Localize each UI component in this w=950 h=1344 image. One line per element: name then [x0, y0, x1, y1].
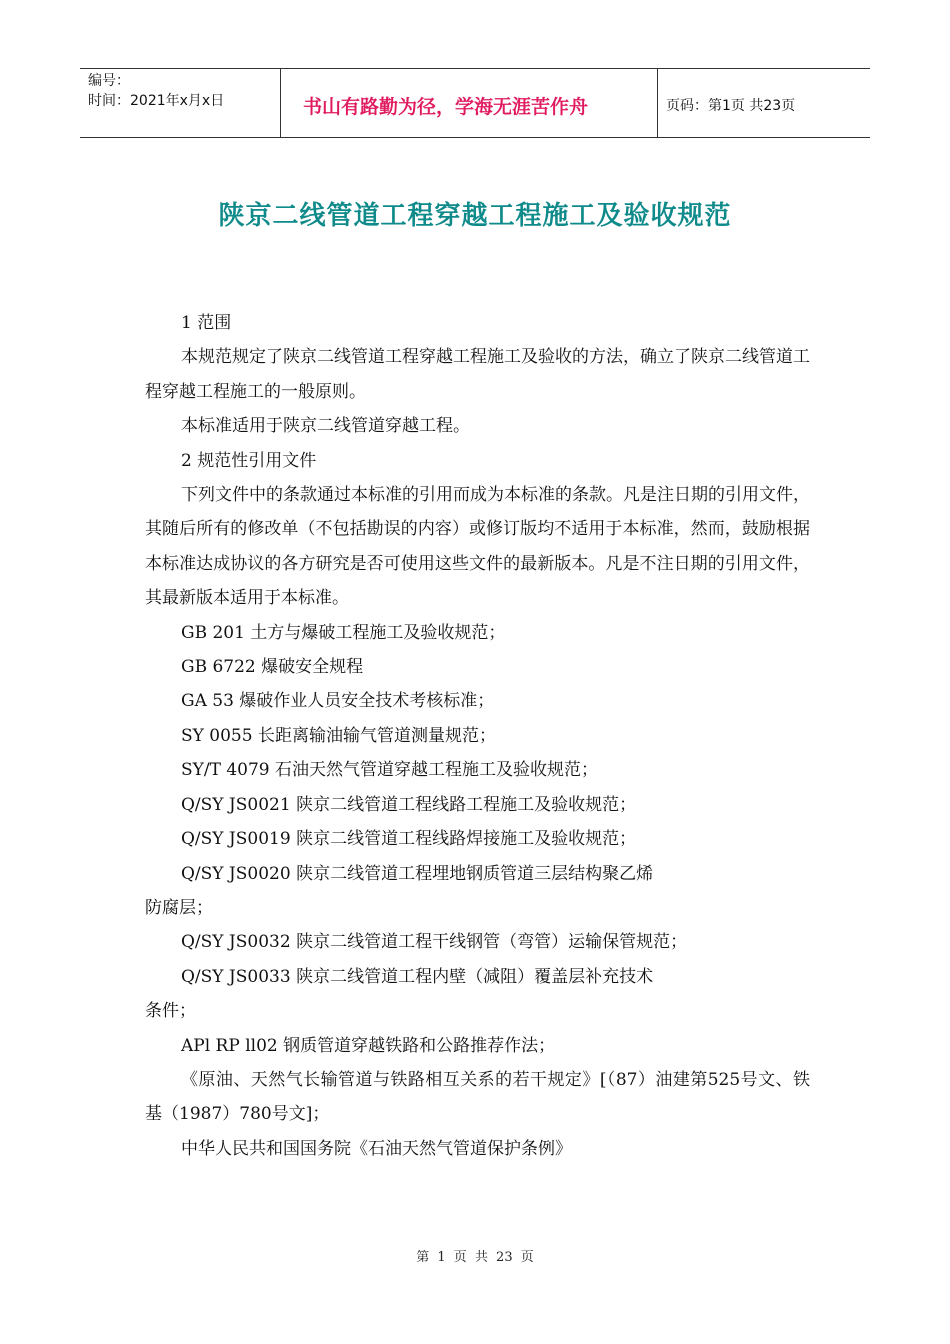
page-footer: 第 1 页 共 23 页 — [416, 1250, 534, 1265]
document-title: 陕京二线管道工程穿越工程施工及验收规范 — [218, 201, 732, 231]
reference-item: SY/T 4079 石油天然气管道穿越工程施工及验收规范； — [181, 760, 599, 781]
header-page-info: 页码：第1页 共23页 — [666, 98, 796, 114]
document-body — [145, 306, 810, 1166]
reference-item: Q/SY JS0032 陕京二线管道工程干线钢管（弯管）运输保管规范； — [181, 932, 688, 953]
reference-item: Q/SY JS0033 陕京二线管道工程内壁（减阻）覆盖层补充技术 — [181, 966, 654, 987]
paragraph: 本标准适用于陕京二线管道穿越工程。 — [181, 416, 470, 437]
reference-item: GB 6722 爆破安全规程 — [181, 657, 364, 678]
header-meta — [80, 69, 281, 137]
document-date: 时间：2021年x月x日 — [88, 93, 225, 109]
reference-item: 中华人民共和国国务院《石油天然气管道保护条例》 — [181, 1138, 572, 1159]
header-motto: 书山有路勤为径，学海无涯苦作舟 — [281, 69, 658, 137]
reference-item: Q/SY JS0020 陕京二线管道工程埋地钢质管道三层结构聚乙烯 — [181, 863, 654, 884]
paragraph: 本规范规定了陕京二线管道工程穿越工程施工及验收的方法，确立了陕京二线管道工程穿越工程施工的一般原则。 — [145, 347, 810, 402]
reference-item: Q/SY JS0019 陕京二线管道工程线路焊接施工及验收规范； — [181, 829, 637, 850]
reference-item-continuation: 条件； — [145, 1001, 196, 1022]
page-header — [80, 68, 870, 138]
reference-item: GB 201 土方与爆破工程施工及验收规范； — [181, 622, 506, 643]
section-heading: 2 规范性引用文件 — [181, 450, 317, 471]
paragraph: 下列文件中的条款通过本标准的引用而成为本标准的条款。凡是注日期的引用文件，其随后所有的修改单（不包括勘误的内容）或修订版均不适用于本标准，然而，鼓励根据本标准达成协议的各方研究是否可使用这些文件的最新版本。凡是不注日期的引用文件，其最新版本适用于本标准。 — [145, 485, 810, 609]
reference-item: 《原油、天然气长输管道与铁路相互关系的若干规定》[（87）油建第525号文、铁基（1987）780号文]； — [145, 1069, 810, 1125]
reference-item: APl RP ll02 钢质管道穿越铁路和公路推荐作法； — [181, 1035, 556, 1056]
document-number: 编号： — [88, 73, 130, 89]
reference-item: GA 53 爆破作业人员安全技术考核标准； — [181, 691, 495, 712]
reference-item-continuation: 防腐层； — [145, 897, 213, 918]
reference-item: SY 0055 长距离输油输气管道测量规范； — [181, 725, 496, 746]
reference-item: Q/SY JS0021 陕京二线管道工程线路工程施工及验收规范； — [181, 794, 637, 815]
section-heading: 1 范围 — [181, 313, 232, 333]
